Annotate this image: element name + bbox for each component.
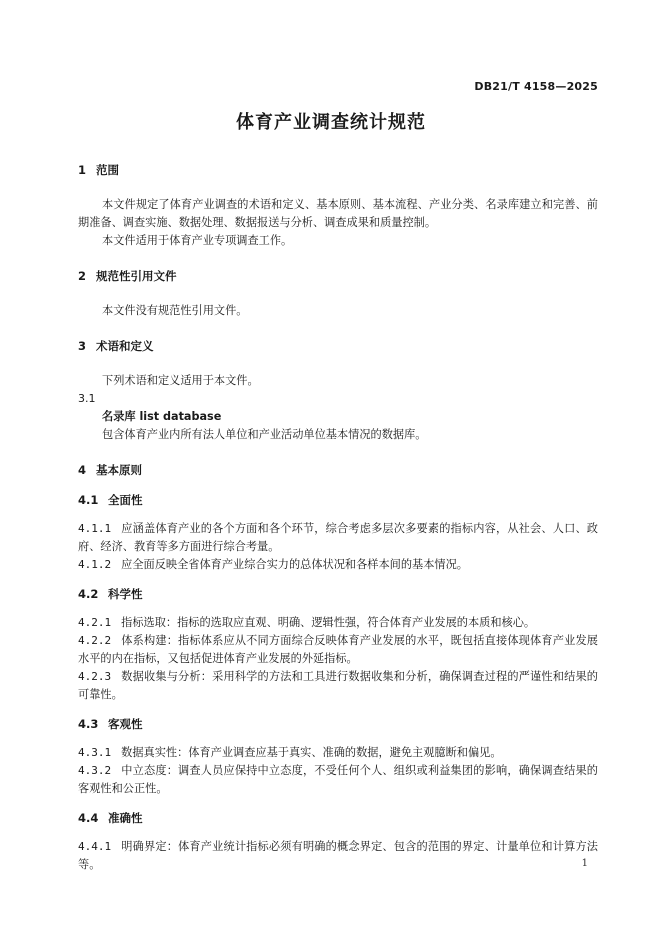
clause — [78, 762, 598, 798]
paragraph: 下列术语和定义适用于本文件。 — [102, 374, 259, 387]
clause — [78, 614, 598, 632]
section-number: 1 — [78, 163, 87, 177]
term-definition: 包含体育产业内所有法人单位和产业活动单位基本情况的数据库。 — [102, 428, 427, 441]
page-number: 1 — [581, 858, 588, 869]
subsection-number: 4.1 — [78, 493, 99, 507]
section-title: 范围 — [96, 163, 119, 177]
clause-text: 数据收集与分析：采用科学的方法和工具进行数据收集和分析，确保调查过程的严谨性和结果的可靠性。 — [78, 670, 598, 701]
clause — [78, 838, 598, 874]
clause-number: 4.3.2 — [78, 764, 112, 777]
clause-number: 4.2.2 — [78, 634, 112, 647]
clause-number: 4.1.2 — [78, 558, 112, 571]
subsection-title: 客观性 — [108, 717, 143, 731]
clause — [78, 520, 598, 556]
clause-number: 4.4.1 — [78, 840, 112, 853]
subsection-title: 全面性 — [108, 493, 143, 507]
section-3-heading — [78, 336, 598, 356]
subsection-number: 4.3 — [78, 717, 99, 731]
section-1-heading — [78, 160, 598, 180]
clause-number: 4.3.1 — [78, 746, 112, 759]
paragraph: 本文件规定了体育产业调查的术语和定义、基本原则、基本流程、产业分类、名录库建立和完善、前期准备、调查实施、数据处理、数据报送与分析、调查成果和质量控制。 — [78, 198, 598, 229]
section-title: 规范性引用文件 — [96, 269, 177, 283]
term-name: 名录库 list database — [102, 410, 222, 423]
term-number: 3.1 — [78, 392, 96, 405]
paragraph: 本文件适用于体育产业专项调查工作。 — [102, 234, 293, 247]
section-number: 2 — [78, 269, 87, 283]
subsection-4-2-heading — [78, 584, 598, 604]
clause-number: 4.2.3 — [78, 670, 112, 683]
section-2-heading — [78, 266, 598, 286]
clause — [78, 632, 598, 668]
section-number: 3 — [78, 339, 87, 353]
clause-text: 应全面反映全省体育产业综合实力的总体状况和各样本间的基本情况。 — [121, 558, 468, 571]
clause-text: 体系构建：指标体系应从不同方面综合反映体育产业发展的水平，既包括直接体现体育产业发展水平的内在指标，又包括促进体育产业发展的外延指标。 — [78, 634, 598, 665]
subsection-title: 准确性 — [108, 811, 143, 825]
subsection-title: 科学性 — [108, 587, 143, 601]
clause-number: 4.2.1 — [78, 616, 112, 629]
clause — [78, 744, 598, 762]
clause-text: 应涵盖体育产业的各个方面和各个环节，综合考虑多层次多要素的指标内容，从社会、人口、政府、经济、教育等多方面进行综合考量。 — [78, 522, 598, 553]
section-title: 基本原则 — [96, 463, 142, 477]
section-4-heading — [78, 460, 598, 480]
subsection-4-3-heading — [78, 714, 598, 734]
clause-text: 指标选取：指标的选取应直观、明确、逻辑性强，符合体育产业发展的本质和核心。 — [121, 616, 536, 629]
clause-text: 明确界定：体育产业统计指标必须有明确的概念界定、包含的范围的界定、计量单位和计算方法等。 — [78, 840, 598, 871]
paragraph: 本文件没有规范性引用文件。 — [102, 304, 248, 317]
clause — [78, 556, 598, 574]
clause-text: 数据真实性：体育产业调查应基于真实、准确的数据，避免主观臆断和偏见。 — [121, 746, 502, 759]
document-title: 体育产业调查统计规范 — [236, 112, 426, 133]
section-number: 4 — [78, 463, 87, 477]
clause-text: 中立态度：调查人员应保持中立态度，不受任何个人、组织或利益集团的影响，确保调查结果的客观性和公正性。 — [78, 764, 598, 795]
standard-code: DB21/T 4158—2025 — [474, 80, 598, 93]
subsection-number: 4.4 — [78, 811, 99, 825]
document-body — [78, 160, 598, 874]
clause-number: 4.1.1 — [78, 522, 112, 535]
subsection-4-4-heading — [78, 808, 598, 828]
section-title: 术语和定义 — [96, 339, 154, 353]
subsection-number: 4.2 — [78, 587, 99, 601]
subsection-4-1-heading — [78, 490, 598, 510]
clause — [78, 668, 598, 704]
